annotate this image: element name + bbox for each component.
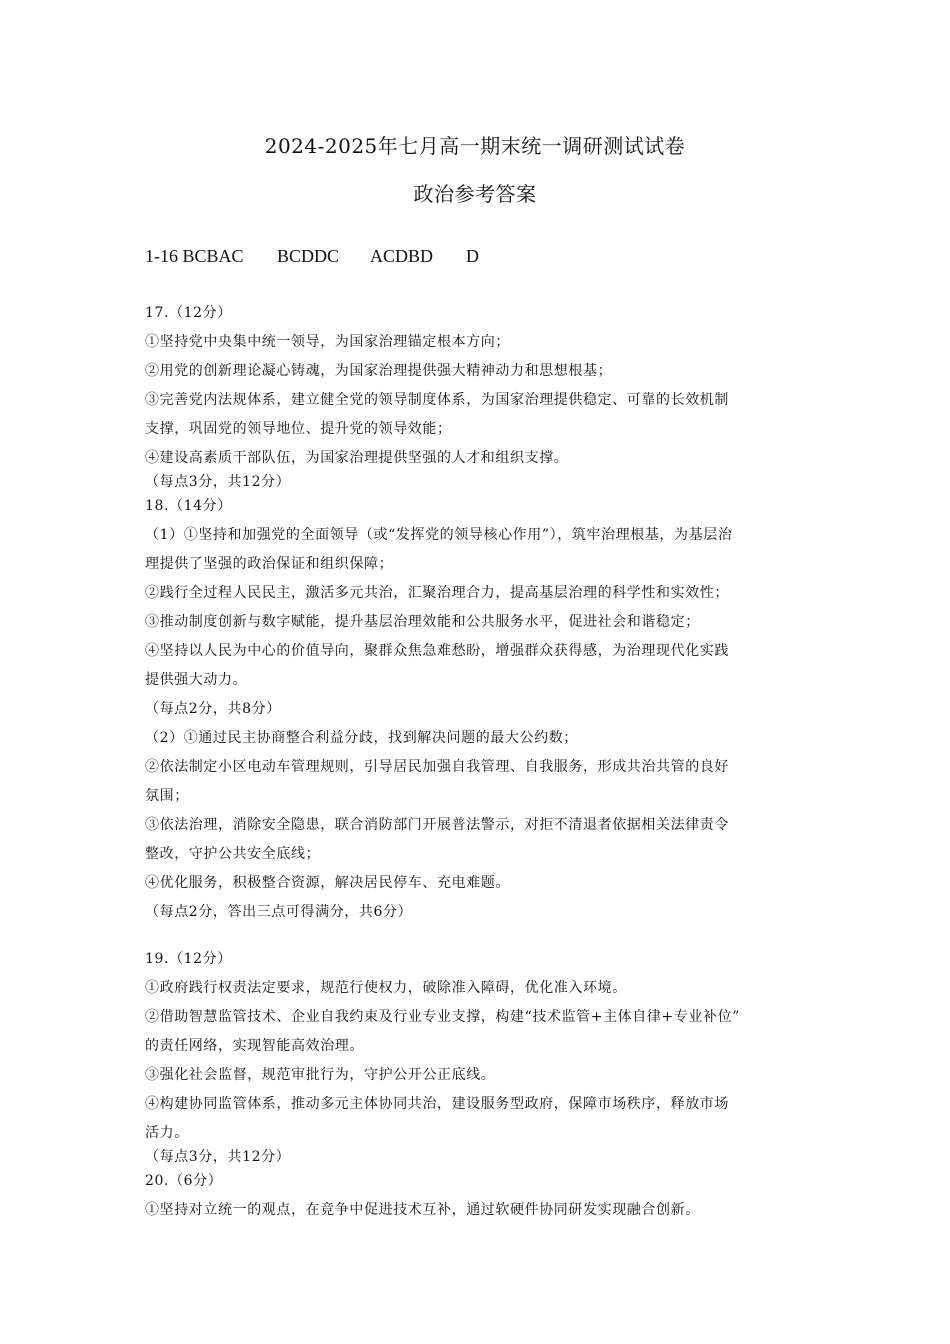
- answer-line: ③强化社会监督，规范审批行为，守护公开公正底线。: [145, 1067, 496, 1083]
- scoring-note: （每点2分，共8分）: [145, 701, 281, 717]
- answer-line: ④优化服务，积极整合资源，解决居民停车、充电难题。: [145, 875, 510, 891]
- answer-line: ②践行全过程人民民主，激活多元共治，汇聚治理合力，提高基层治理的科学性和实效性；: [145, 585, 729, 601]
- question-19-heading: 19.（12分）: [145, 951, 232, 967]
- answer-line: ①坚持党中央集中统一领导，为国家治理锚定根本方向；: [145, 334, 510, 350]
- answer-line: 活力。: [145, 1125, 189, 1141]
- answer-line: ①政府践行权责法定要求，规范行使权力，破除准入障碍，优化准入环境。: [145, 980, 627, 996]
- answer-line: ②借助智慧监管技术、企业自我约束及行业专业支撑，构建“技术监管+主体自律+专业补位”: [145, 1009, 740, 1025]
- answer-line: ③完善党内法规体系，建立健全党的领导制度体系，为国家治理提供稳定、可靠的长效机制: [145, 392, 729, 408]
- answer-line: （1）①坚持和加强党的全面领导（或“发挥党的领导核心作用”），筑牢治理根基，为基层治: [145, 527, 733, 543]
- scoring-note: （每点2分，答出三点可得满分，共6分）: [145, 904, 413, 920]
- answer-line: ②用党的创新理论凝心铸魂，为国家治理提供强大精神动力和思想根基；: [145, 363, 613, 379]
- answer-line: 的责任网络，实现智能高效治理。: [145, 1038, 364, 1054]
- answer-line: 提供强大动力。: [145, 672, 248, 688]
- answer-line: ①坚持对立统一的观点，在竞争中促进技术互补，通过软硬件协同研发实现融合创新。: [145, 1202, 700, 1218]
- answer-line: 理提供了坚强的政治保证和组织保障；: [145, 556, 394, 572]
- answer-line: 支撑，巩固党的领导地位、提升党的领导效能；: [145, 421, 452, 437]
- choice-answers-group-1: 1-16 BCBAC: [145, 246, 244, 266]
- answer-line: ④建设高素质干部队伍，为国家治理提供坚强的人才和组织支撑。: [145, 450, 569, 466]
- answer-line: （2）①通过民主协商整合利益分歧，找到解决问题的最大公约数；: [145, 730, 578, 746]
- page-title: 2024-2025年七月高一期末统一调研测试试卷: [264, 134, 686, 158]
- answer-line: ④坚持以人民为中心的价值导向，聚群众焦急难愁盼，增强群众获得感，为治理现代化实践: [145, 643, 729, 659]
- scoring-note: （每点3分，共12分）: [145, 1149, 291, 1165]
- answer-line: 整改，守护公共安全底线；: [145, 846, 321, 862]
- answer-line: ③依法治理，消除安全隐患，联合消防部门开展普法警示，对拒不清退者依据相关法律责令: [145, 817, 729, 833]
- answer-line: 氛围；: [145, 788, 189, 804]
- question-18-heading: 18.（14分）: [145, 498, 232, 514]
- choice-answers-group-3: ACDBD: [370, 246, 434, 266]
- answer-line: ④构建协同监管体系，推动多元主体协同共治，建设服务型政府，保障市场秩序，释放市场: [145, 1096, 729, 1112]
- answer-line: ③推动制度创新与数字赋能，提升基层治理效能和公共服务水平，促进社会和谐稳定；: [145, 614, 700, 630]
- choice-answers: [145, 246, 479, 267]
- choice-answers-group-2: BCDDC: [277, 246, 340, 266]
- answer-line: ②依法制定小区电动车管理规则，引导居民加强自我管理、自我服务，形成共治共管的良好: [145, 759, 729, 775]
- question-17-heading: 17.（12分）: [145, 305, 232, 321]
- choice-answers-group-4: D: [466, 246, 479, 266]
- question-20-heading: 20.（6分）: [145, 1173, 223, 1189]
- page-subtitle: 政治参考答案: [413, 182, 537, 206]
- scoring-note: （每点3分，共12分）: [145, 474, 291, 490]
